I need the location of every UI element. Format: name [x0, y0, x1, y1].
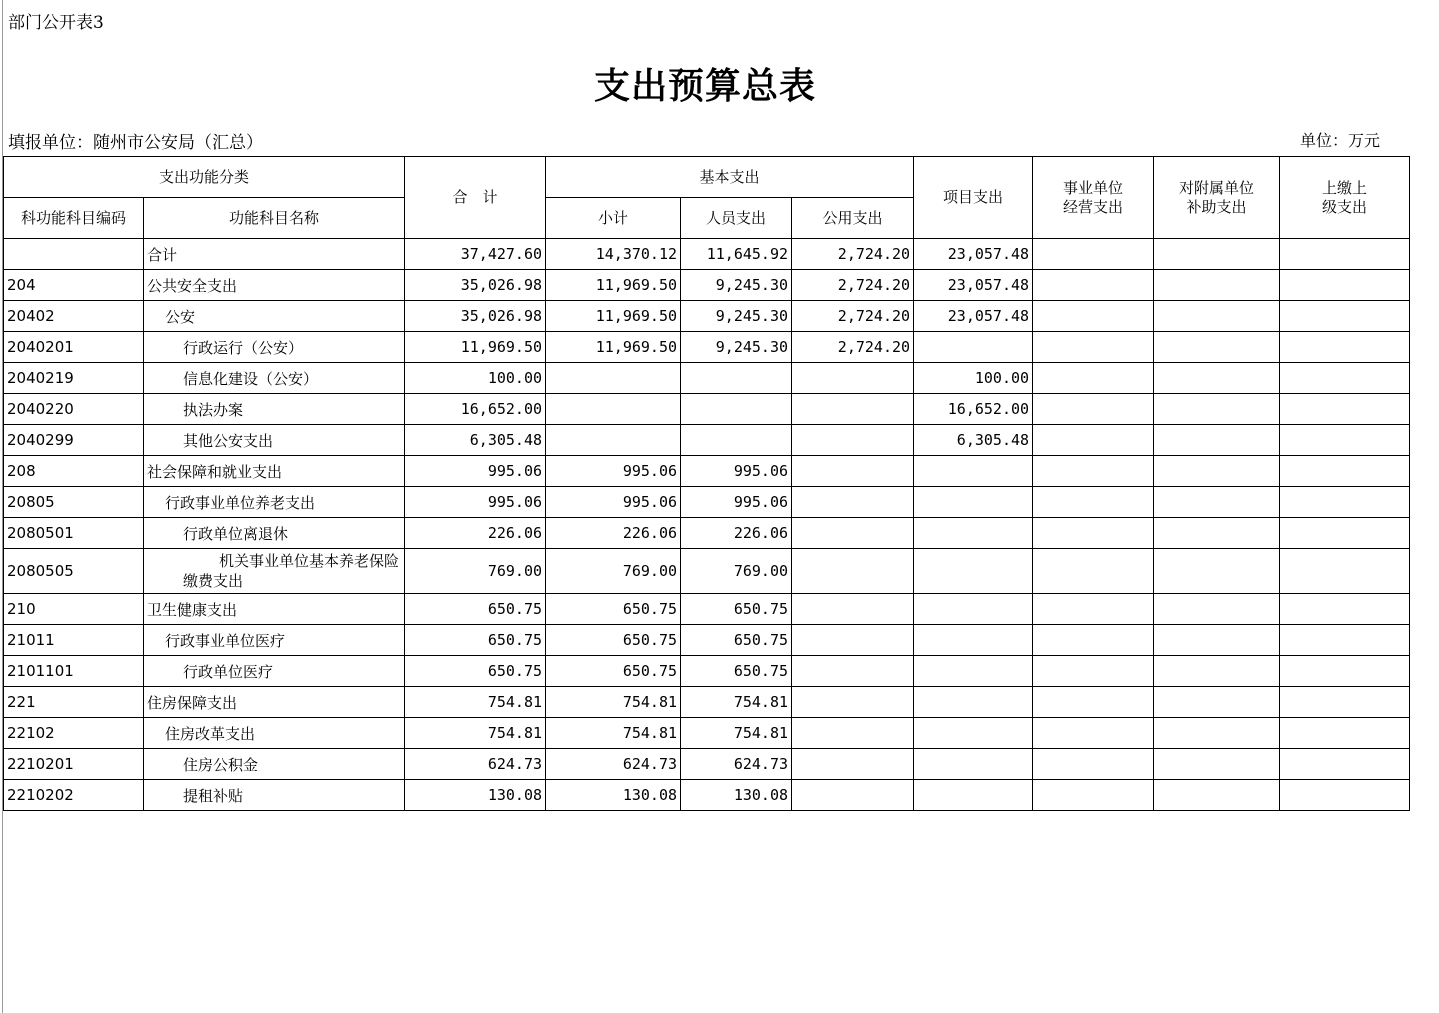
row-public [792, 518, 914, 549]
row-code: 2040299 [4, 425, 144, 456]
row-project [914, 549, 1033, 594]
table-row [4, 332, 1410, 363]
row-personnel: 650.75 [681, 656, 792, 687]
row-public: 2,724.20 [792, 332, 914, 363]
row-subtotal: 11,969.50 [546, 332, 681, 363]
row-personnel: 754.81 [681, 687, 792, 718]
row-code: 20805 [4, 487, 144, 518]
row-total: 11,969.50 [405, 332, 546, 363]
row-remit [1280, 301, 1410, 332]
row-public [792, 749, 914, 780]
row-public [792, 656, 914, 687]
reporting-unit: 填报单位：随州市公安局（汇总） [8, 133, 263, 153]
header-project: 项目支出 [914, 157, 1033, 239]
row-personnel: 9,245.30 [681, 270, 792, 301]
row-subsidy [1154, 363, 1280, 394]
row-operating [1033, 625, 1154, 656]
table-row [4, 749, 1410, 780]
row-name: 行政事业单位医疗 [144, 625, 405, 656]
row-remit [1280, 656, 1410, 687]
row-subsidy [1154, 270, 1280, 301]
row-project: 23,057.48 [914, 301, 1033, 332]
table-row [4, 687, 1410, 718]
row-personnel: 11,645.92 [681, 239, 792, 270]
row-code: 2040220 [4, 394, 144, 425]
row-public [792, 456, 914, 487]
row-operating [1033, 718, 1154, 749]
row-operating [1033, 363, 1154, 394]
row-subtotal [546, 394, 681, 425]
row-project [914, 487, 1033, 518]
row-subtotal: 754.81 [546, 718, 681, 749]
row-subsidy [1154, 656, 1280, 687]
row-total: 995.06 [405, 487, 546, 518]
row-operating [1033, 425, 1154, 456]
row-code: 221 [4, 687, 144, 718]
row-total: 35,026.98 [405, 270, 546, 301]
row-name: 机关事业单位基本养老保险缴费支出 [144, 549, 405, 594]
row-operating [1033, 549, 1154, 594]
table-row [4, 239, 1410, 270]
row-public: 2,724.20 [792, 270, 914, 301]
row-total: 100.00 [405, 363, 546, 394]
row-remit [1280, 239, 1410, 270]
row-remit [1280, 749, 1410, 780]
table-row [4, 270, 1410, 301]
table-row [4, 456, 1410, 487]
row-operating [1033, 301, 1154, 332]
row-total: 37,427.60 [405, 239, 546, 270]
row-operating [1033, 594, 1154, 625]
table-row [4, 625, 1410, 656]
row-subsidy [1154, 780, 1280, 811]
row-code: 208 [4, 456, 144, 487]
row-name: 行政单位医疗 [144, 656, 405, 687]
row-public: 2,724.20 [792, 239, 914, 270]
row-operating [1033, 239, 1154, 270]
row-operating [1033, 749, 1154, 780]
row-personnel: 650.75 [681, 594, 792, 625]
row-public [792, 487, 914, 518]
header-basic: 基本支出 [546, 157, 914, 198]
row-public [792, 363, 914, 394]
table-row [4, 363, 1410, 394]
row-subtotal: 769.00 [546, 549, 681, 594]
row-subsidy [1154, 332, 1280, 363]
row-public [792, 687, 914, 718]
row-public [792, 718, 914, 749]
row-public [792, 625, 914, 656]
row-total: 995.06 [405, 456, 546, 487]
row-project: 6,305.48 [914, 425, 1033, 456]
header-subtotal: 小计 [546, 198, 681, 239]
row-subsidy [1154, 594, 1280, 625]
row-project [914, 687, 1033, 718]
header-public: 公用支出 [792, 198, 914, 239]
header-func-class: 支出功能分类 [4, 157, 405, 198]
row-personnel: 624.73 [681, 749, 792, 780]
table-row [4, 718, 1410, 749]
row-remit [1280, 594, 1410, 625]
row-code: 21011 [4, 625, 144, 656]
budget-table [3, 156, 1410, 811]
row-name: 行政单位离退休 [144, 518, 405, 549]
row-name: 公安 [144, 301, 405, 332]
row-personnel [681, 363, 792, 394]
row-code: 20402 [4, 301, 144, 332]
row-code: 22102 [4, 718, 144, 749]
row-personnel: 650.75 [681, 625, 792, 656]
row-subsidy [1154, 301, 1280, 332]
table-row [4, 549, 1410, 594]
row-code: 210 [4, 594, 144, 625]
row-remit [1280, 425, 1410, 456]
row-name: 住房改革支出 [144, 718, 405, 749]
row-remit [1280, 780, 1410, 811]
row-total: 6,305.48 [405, 425, 546, 456]
page-title: 支出预算总表 [593, 65, 816, 107]
row-name: 合计 [144, 239, 405, 270]
row-operating [1033, 487, 1154, 518]
header-personnel: 人员支出 [681, 198, 792, 239]
row-subtotal: 14,370.12 [546, 239, 681, 270]
row-subtotal: 650.75 [546, 656, 681, 687]
row-personnel [681, 425, 792, 456]
row-operating [1033, 518, 1154, 549]
row-public [792, 594, 914, 625]
row-subsidy [1154, 456, 1280, 487]
row-project [914, 456, 1033, 487]
row-remit [1280, 363, 1410, 394]
row-code: 2080501 [4, 518, 144, 549]
row-project [914, 518, 1033, 549]
row-subsidy [1154, 487, 1280, 518]
row-code: 2210202 [4, 780, 144, 811]
row-name: 其他公安支出 [144, 425, 405, 456]
row-project: 100.00 [914, 363, 1033, 394]
row-operating [1033, 687, 1154, 718]
currency-unit: 单位：万元 [1300, 131, 1381, 150]
row-code: 2080505 [4, 549, 144, 594]
row-subsidy [1154, 394, 1280, 425]
row-total: 650.75 [405, 656, 546, 687]
row-remit [1280, 270, 1410, 301]
row-project: 16,652.00 [914, 394, 1033, 425]
row-project: 23,057.48 [914, 239, 1033, 270]
header-subsidy: 对附属单位 补助支出 [1154, 157, 1280, 239]
table-body [4, 239, 1410, 811]
row-project [914, 332, 1033, 363]
row-project [914, 780, 1033, 811]
row-subsidy [1154, 425, 1280, 456]
row-code [4, 239, 144, 270]
row-code: 204 [4, 270, 144, 301]
row-public: 2,724.20 [792, 301, 914, 332]
row-name: 公共安全支出 [144, 270, 405, 301]
table-row [4, 594, 1410, 625]
row-total: 35,026.98 [405, 301, 546, 332]
row-remit [1280, 394, 1410, 425]
row-code: 2210201 [4, 749, 144, 780]
row-remit [1280, 687, 1410, 718]
row-project [914, 656, 1033, 687]
row-subsidy [1154, 687, 1280, 718]
row-name: 行政事业单位养老支出 [144, 487, 405, 518]
row-project: 23,057.48 [914, 270, 1033, 301]
row-operating [1033, 656, 1154, 687]
row-subtotal: 650.75 [546, 625, 681, 656]
row-subsidy [1154, 549, 1280, 594]
row-remit [1280, 518, 1410, 549]
row-personnel: 769.00 [681, 549, 792, 594]
row-remit [1280, 456, 1410, 487]
row-subsidy [1154, 625, 1280, 656]
row-operating [1033, 780, 1154, 811]
table-row [4, 518, 1410, 549]
table-row [4, 656, 1410, 687]
row-operating [1033, 456, 1154, 487]
row-total: 16,652.00 [405, 394, 546, 425]
row-personnel: 754.81 [681, 718, 792, 749]
row-operating [1033, 270, 1154, 301]
row-total: 754.81 [405, 718, 546, 749]
row-project [914, 594, 1033, 625]
row-public [792, 780, 914, 811]
header-name: 功能科目名称 [144, 198, 405, 239]
row-name: 行政运行（公安） [144, 332, 405, 363]
row-subtotal [546, 425, 681, 456]
header-remit: 上缴上 级支出 [1280, 157, 1410, 239]
document-label: 部门公开表3 [8, 13, 104, 33]
row-total: 650.75 [405, 594, 546, 625]
row-remit [1280, 718, 1410, 749]
table-row [4, 394, 1410, 425]
row-total: 226.06 [405, 518, 546, 549]
row-name: 执法办案 [144, 394, 405, 425]
row-name: 卫生健康支出 [144, 594, 405, 625]
row-subsidy [1154, 749, 1280, 780]
row-operating [1033, 332, 1154, 363]
row-subtotal: 226.06 [546, 518, 681, 549]
row-remit [1280, 332, 1410, 363]
row-code: 2040219 [4, 363, 144, 394]
row-subtotal: 130.08 [546, 780, 681, 811]
row-name: 信息化建设（公安） [144, 363, 405, 394]
row-total: 624.73 [405, 749, 546, 780]
row-project [914, 625, 1033, 656]
row-name: 住房公积金 [144, 749, 405, 780]
header-operating: 事业单位 经营支出 [1033, 157, 1154, 239]
row-subtotal: 11,969.50 [546, 270, 681, 301]
row-subtotal: 650.75 [546, 594, 681, 625]
row-total: 769.00 [405, 549, 546, 594]
row-total: 754.81 [405, 687, 546, 718]
row-subtotal [546, 363, 681, 394]
table-row [4, 487, 1410, 518]
row-remit [1280, 487, 1410, 518]
row-personnel: 226.06 [681, 518, 792, 549]
row-operating [1033, 394, 1154, 425]
row-subtotal: 995.06 [546, 487, 681, 518]
row-total: 130.08 [405, 780, 546, 811]
row-subsidy [1154, 718, 1280, 749]
row-total: 650.75 [405, 625, 546, 656]
row-code: 2101101 [4, 656, 144, 687]
header-total: 合 计 [405, 157, 546, 239]
row-project [914, 718, 1033, 749]
row-name: 住房保障支出 [144, 687, 405, 718]
row-public [792, 425, 914, 456]
row-subtotal: 624.73 [546, 749, 681, 780]
table-row [4, 301, 1410, 332]
row-personnel [681, 394, 792, 425]
row-public [792, 394, 914, 425]
row-subtotal: 995.06 [546, 456, 681, 487]
row-personnel: 9,245.30 [681, 332, 792, 363]
row-name: 提租补贴 [144, 780, 405, 811]
row-personnel: 130.08 [681, 780, 792, 811]
row-personnel: 9,245.30 [681, 301, 792, 332]
table-row [4, 780, 1410, 811]
row-personnel: 995.06 [681, 487, 792, 518]
row-subtotal: 754.81 [546, 687, 681, 718]
row-subtotal: 11,969.50 [546, 301, 681, 332]
row-public [792, 549, 914, 594]
table-row [4, 425, 1410, 456]
row-subsidy [1154, 518, 1280, 549]
row-remit [1280, 625, 1410, 656]
row-remit [1280, 549, 1410, 594]
row-project [914, 749, 1033, 780]
header-code: 科功能科目编码 [4, 198, 144, 239]
row-personnel: 995.06 [681, 456, 792, 487]
row-subsidy [1154, 239, 1280, 270]
row-name: 社会保障和就业支出 [144, 456, 405, 487]
row-code: 2040201 [4, 332, 144, 363]
